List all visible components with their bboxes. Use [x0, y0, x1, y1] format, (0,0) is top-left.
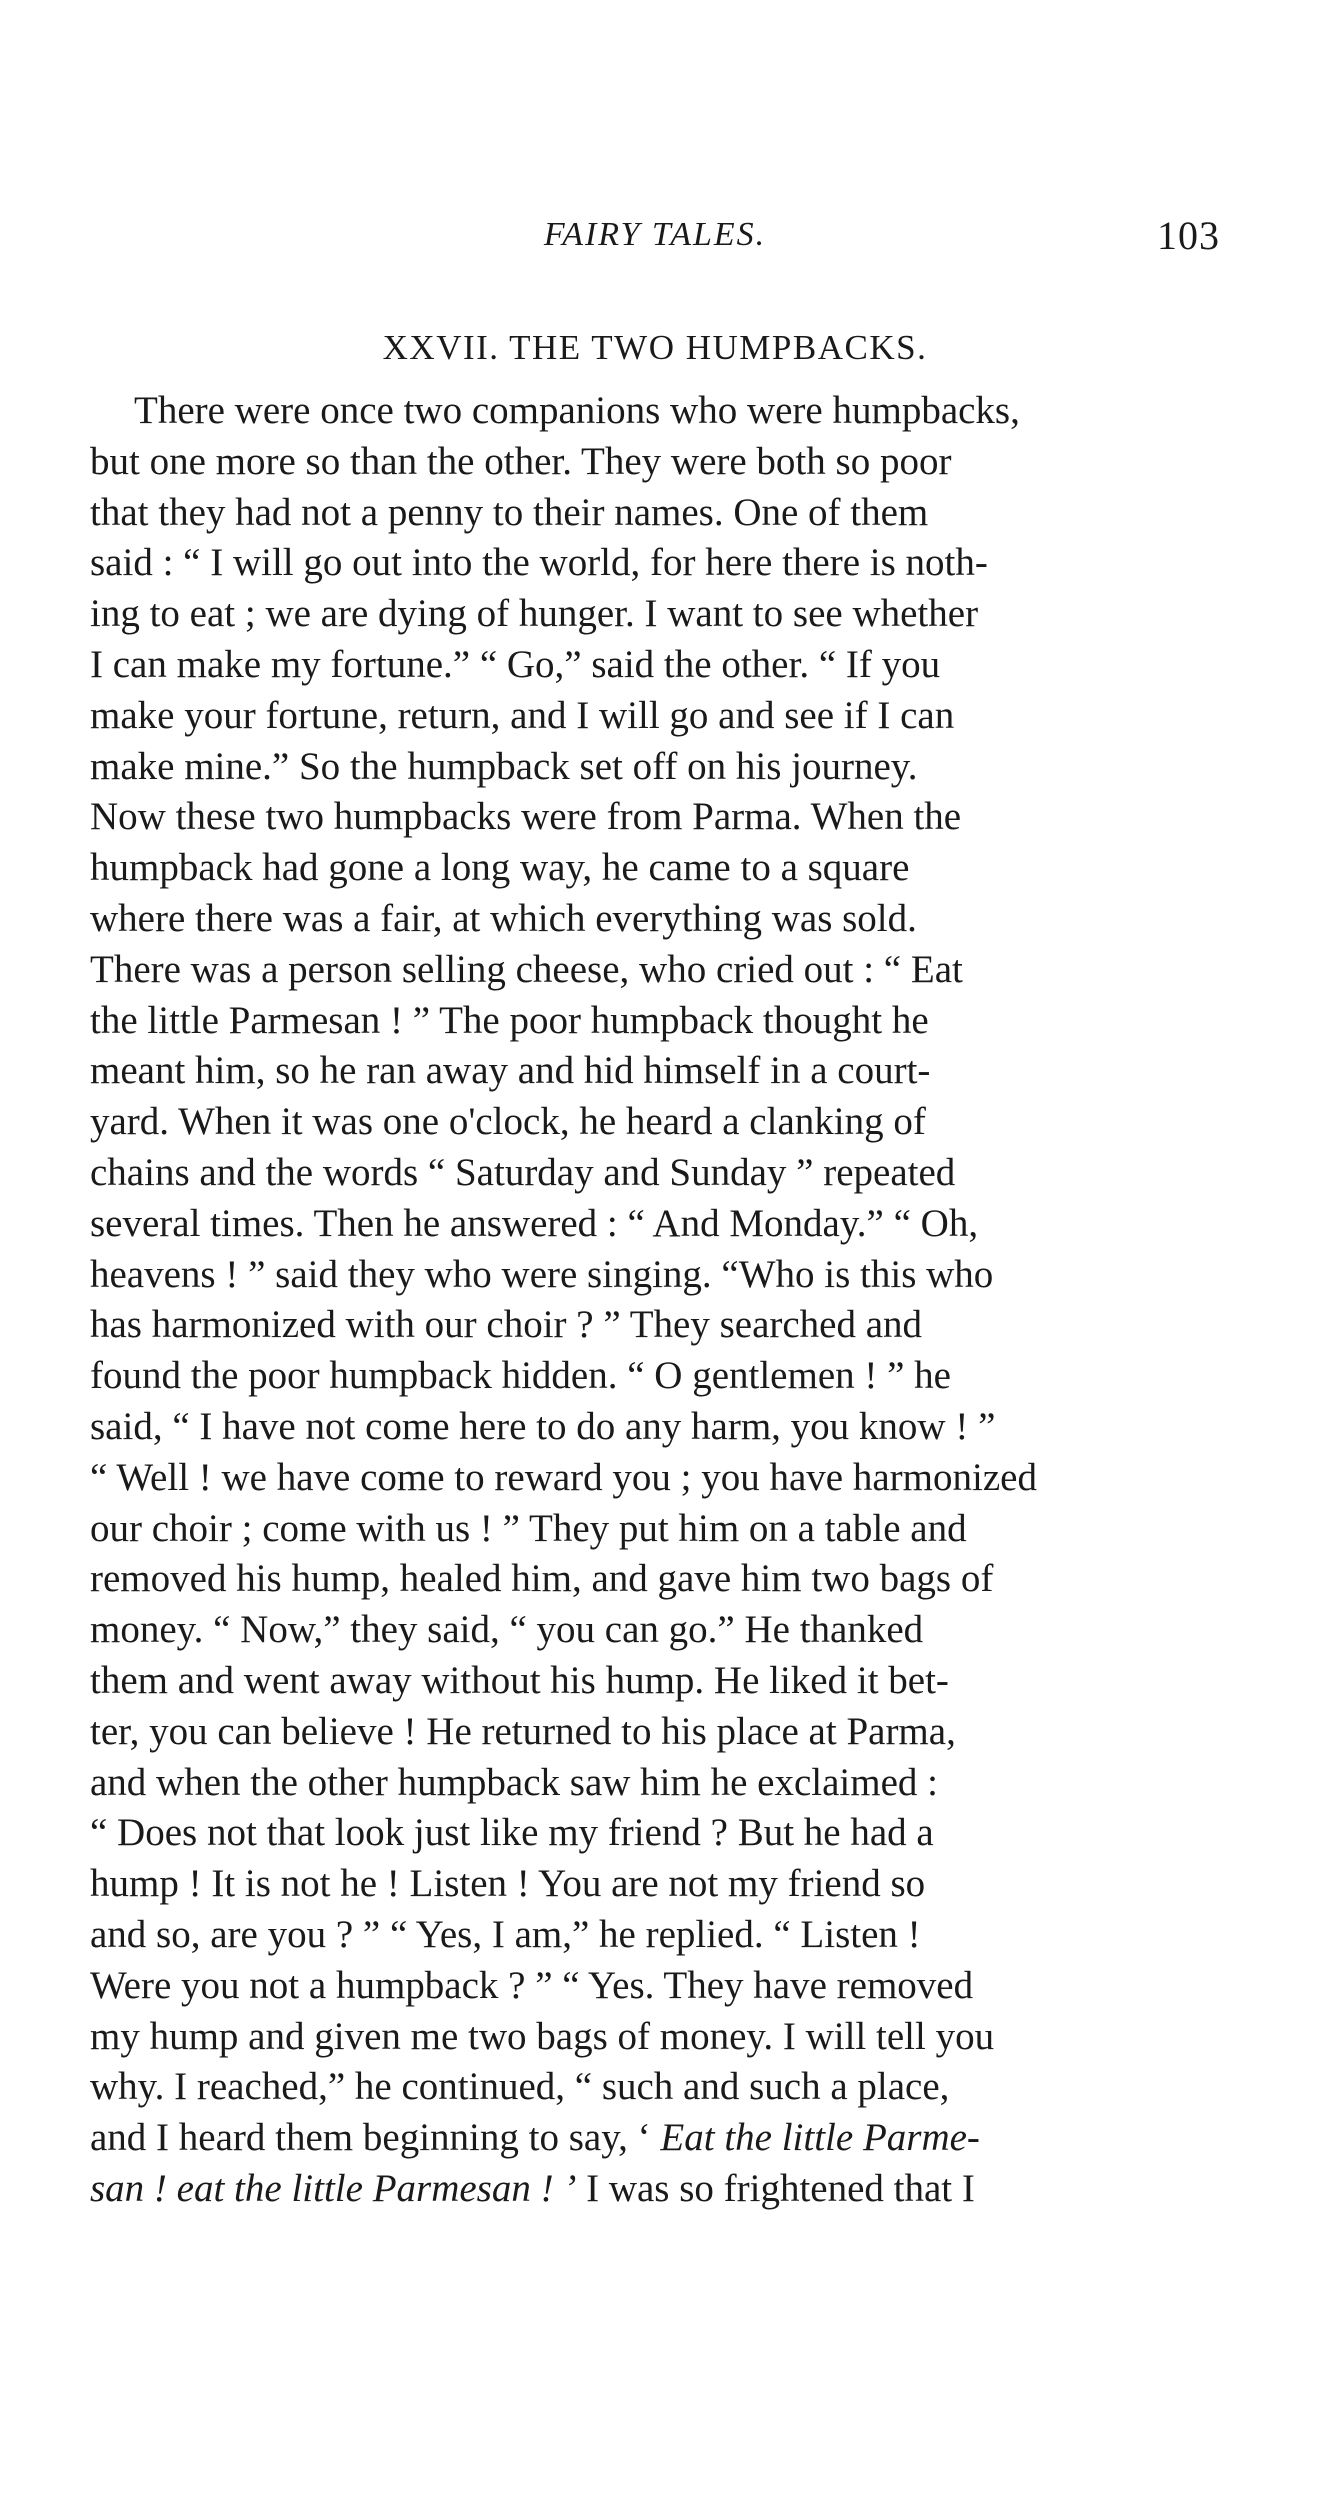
- text-line: yard. When it was one o'clock, he heard a clanking of: [90, 1100, 926, 1144]
- text-line: money. “ Now,” they said, “ you can go.” He thanked: [90, 1608, 924, 1652]
- text-line: and when the other humpback saw him he exclaimed :: [90, 1760, 938, 1804]
- text-line: “ Well ! we have come to reward you ; you have harmonized: [90, 1455, 1037, 1499]
- text-line: why. I reached,” he continued, “ such and such a place,: [90, 2065, 950, 2109]
- text-line: Were you not a humpback ? ” “ Yes. They have removed: [90, 1963, 974, 2007]
- text-line: and so, are you ? ” “ Yes, I am,” he replied. “ Listen !: [90, 1912, 921, 1956]
- text-line: several times. Then he answered : “ And Monday.” “ Oh,: [90, 1201, 979, 1245]
- text-line: removed his hump, healed him, and gave him two bags of: [90, 1557, 994, 1601]
- italic-quote: san ! eat the little Parmesan ! ’: [90, 2166, 577, 2210]
- page-number: 103: [1157, 213, 1220, 258]
- text-line: chains and the words “ Saturday and Sunday ” repeated: [90, 1150, 956, 1194]
- text-line: has harmonized with our choir ? ” They searched and: [90, 1303, 923, 1347]
- text-line: humpback had gone a long way, he came to a square: [90, 846, 910, 890]
- chapter-heading: XXVII. THE TWO HUMPBACKS.: [382, 328, 928, 367]
- text-line: I can make my fortune.” “ Go,” said the other. “ If you: [90, 642, 941, 686]
- text-line: ing to eat ; we are dying of hunger. I want to see whether: [90, 592, 979, 636]
- text-line: where there was a fair, at which everything was sold.: [90, 896, 917, 940]
- text-line: Now these two humpbacks were from Parma. When the: [90, 795, 962, 839]
- text-line: There was a person selling cheese, who cried out : “ Eat: [90, 947, 963, 991]
- text-line: said, “ I have not come here to do any harm, you know ! ”: [90, 1404, 996, 1448]
- text-line: said : “ I will go out into the world, for here there is noth-: [90, 541, 988, 585]
- text-line: them and went away without his hump. He liked it bet-: [90, 1658, 949, 1702]
- text-line: my hump and given me two bags of money. I will tell you: [90, 2014, 995, 2058]
- text-segment: and I heard them beginning to say, ‘: [90, 2116, 661, 2160]
- text-segment: I was so frightened that I: [576, 2166, 975, 2210]
- text-line: make mine.” So the humpback set off on his journey.: [90, 744, 918, 788]
- running-title: FAIRY TALES.: [543, 216, 767, 253]
- text-line: “ Does not that look just like my friend ? But he had a: [90, 1811, 934, 1855]
- text-line: but one more so than the other. They were both so poor: [90, 439, 952, 483]
- text-line: ter, you can believe ! He returned to his place at Parma,: [90, 1709, 956, 1753]
- text-line-italic-head: [90, 2164, 1220, 2215]
- text-line: make your fortune, return, and I will go and see if I can: [90, 693, 955, 737]
- text-line-italic-tail: [90, 2113, 1220, 2164]
- text-line: that they had not a penny to their names. One of them: [90, 490, 929, 534]
- text-line: heavens ! ” said they who were singing. “Who is this who: [90, 1252, 994, 1296]
- body-text: [90, 386, 1220, 2215]
- text-line: meant him, so he ran away and hid himself in a court-: [90, 1049, 931, 1093]
- text-line: our choir ; come with us ! ” They put him on a table and: [90, 1506, 967, 1550]
- text-line: hump ! It is not he ! Listen ! You are not my friend so: [90, 1862, 926, 1906]
- running-head: [90, 208, 1220, 268]
- italic-quote: Eat the little Parme-: [660, 2116, 980, 2160]
- text-line: There were once two companions who were humpbacks,: [134, 389, 1020, 432]
- text-line: found the poor humpback hidden. “ O gentlemen ! ” he: [90, 1354, 951, 1398]
- text-line: the little Parmesan ! ” The poor humpback thought he: [90, 998, 929, 1042]
